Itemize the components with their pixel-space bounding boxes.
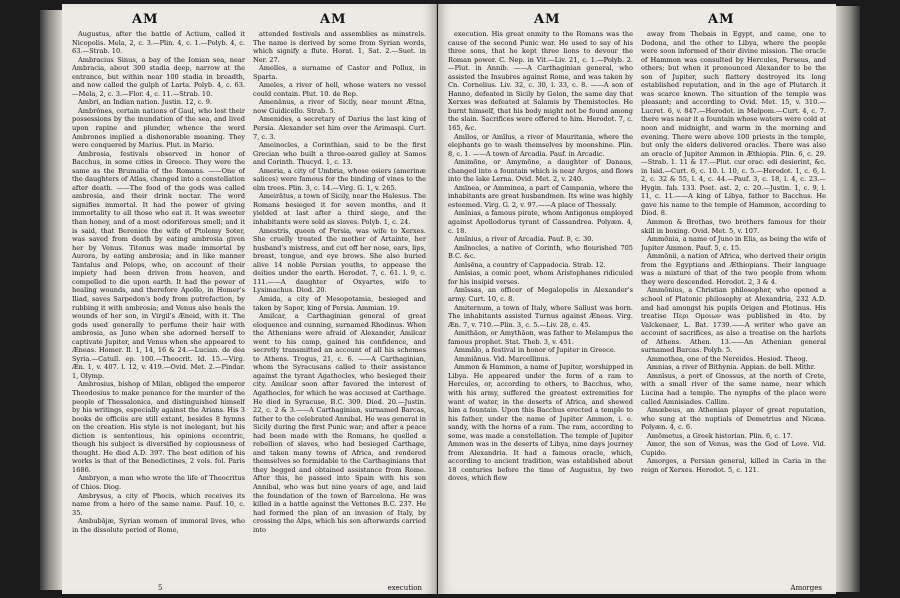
dictionary-entry: Amida, a city of Mesopotamia, besieged and taken by Sapor, king of Persia. Ammian. 19. [253, 294, 426, 312]
dictionary-entry: Amestris, queen of Persia, was wife to Xerxes. She cruelly treated the mother of Artainte, her husband's mistress, and cut off her nose, ears, lips, breast, tongue, and eye brows. She also buried alive 14 noble Persian youths, to appease the deities under the earth. Herodot. 7, c. 61. l. 9, c. 111.——A daughter of Oxyartes, wife to Lysimachus. Diod. 20. [253, 226, 426, 295]
catchword-right: Amorges [790, 584, 822, 592]
dictionary-entry: Ameria, a city of Umbria, whose osiers (amerinæ salices) were famous for the binding of vines to the elm trees. Plin. 3, c. 14.—Virg. G. 1, v. 265. [253, 166, 426, 192]
catchword-left: execution [387, 584, 422, 592]
dictionary-entry: Ammōnius, a Christian philosopher, who opened a school of Platonic philosophy at Alexandria, 232 A.D. and had amongst his pupils Origen and Plotinus. His treatise Περι Ομοιων was published in 4to. by Valckenaer, L. Bat. 1739.——A writer who gave an account of sacrifices, as also a treatise on the harlots of Athens. Athen. 13.——An Athenian general surnamed Barcas. Polyb. 5. [641, 286, 826, 355]
dictionary-entry: Amœbeus, an Athenian player of great reputation, who sung at the nuptials of Demetrius and Nicæa. Polyæn. 4, c. 6. [641, 406, 826, 432]
dictionary-entry: Ameirātus, a town of Sicily, near the Halesus. The Romans besieged it for seven months, and it yielded at last after a third siege, and the inhabitants were sold as slaves. Polyb. 1, c. 24. [253, 192, 426, 227]
dictionary-entry: Amelles, a surname of Castor and Pollux, in Sparta. [253, 64, 426, 81]
dictionary-entry: Amīnias, a famous pirate, whom Antigonus employed against Apollodorus tyrant of Cassandrea. Polyæn. 4, c. 18. [448, 209, 633, 235]
dictionary-entry: Ammothea, one of the Nereides. Hesiod. Theog. [647, 354, 808, 363]
left-page [62, 4, 437, 594]
dictionary-entry: Ammon & Hammon, a name of Jupiter, worshipped in Libya. He appeared under the form of a ram to Hercules, or, according to others, to Bacchus, who, with his army, suffered the greatest extremities for want of water, in the deserts of Africa, and shewed him a fountain. Upon this Bacchus erected a temple to his father, under the name of Jupiter Ammon, i. e. sandy, with the horns of a ram. The ram, according to some, was made a constellation. The temple of Jupiter Ammon was in the deserts of Libya, nine days journey from Alexandria. It had a famous oracle, which, according to ancient tradition, was established about 18 centuries before the time of Augustus, by two doves, which flew [448, 363, 633, 483]
dictionary-entry: Amīnius, a river of Arcadia. Pauf. 8, c. 30. [454, 235, 594, 244]
dictionary-entry: Amenides, a secretary of Darius the last king of Persia. Alexander set him over the Arimaspi. Curt. 7, c. 3. [253, 115, 426, 141]
left-page-column-2 [253, 30, 426, 586]
dictionary-entry: Ammālo, a festival in honor of Jupiter in Greece. [454, 346, 616, 355]
dictionary-entry: Amīssas, an officer of Megalopolis in Alexander's army. Curt. 10, c. 8. [448, 286, 633, 303]
right-page-column-1 [448, 30, 633, 586]
dictionary-entry: Amīnea, or Amminea, a part of Campania, where the inhabitants are great husbandmen. Its wine was highly esteemed. Virg. G. 2, v. 97.——A place of Thessaly. [448, 183, 633, 209]
dictionary-entry: Ammon & Brothas, two brothers famous for their skill in boxing. Ovid. Met. 5, v. 107. [641, 218, 826, 235]
left-page-column-1 [72, 30, 245, 586]
dictionary-entry: Ambrosius, bishop of Milan, obliged the emperor Theodosius to make penance for the murder of the people of Thessalonica, and distinguished himself by his writings, especially against the Arians. His 3 books de officiis are still extant, besides 8 hymns on the creation. His style is not inelegant, but his diction is sententious, his opinions eccentric, though his subject is diversified by copiousness of thought. He died A.D. 397. The best edition of his works is that of the Benedictines, 2 vols. fol. Paris 1686. [72, 380, 245, 474]
right-page-column-2 [641, 30, 826, 586]
dictionary-entry: Amithāon, or Amythāon, was father to Melampus the famous prophet. Stat. Theb. 3, v. 451. [448, 329, 633, 346]
running-head-right-1: AM [534, 12, 561, 27]
dictionary-entry: Ammiānus. Vid. Marcellinus. [454, 354, 551, 363]
dictionary-entry: Amīlos, or Amīlus, a river of Mauritania, where the elephants go to wash themselves by moonshine. Plin. 8, c. 1. ——A town of Arcadia. Pauf. in Arcadic. [448, 132, 633, 158]
page-number: 5 [158, 584, 163, 592]
dictionary-entry: Ameinocles, a Corinthian, said to be the first Grecian who built a three-oared galley at Samos and Corinth. Thucyd. 1, c. 13. [253, 141, 426, 167]
right-page [438, 4, 836, 594]
dictionary-entry: Amīsēna, a country of Cappadocia. Strab. 12. [454, 260, 606, 269]
dictionary-entry: Ammōnii, a nation of Africa, who derived their origin from the Egyptians and Æthiopians. Their language was a mixture of that of the two people from whom they were descended. Herodot. 2, 3 & 4. [641, 252, 826, 286]
dictionary-entry: Ambrosia, festivals observed in honor of Bacchus, in some cities in Greece. They were the same as the Brumalia of the Romans. ——One of the daughters of Atlas, changed into a constellation after death. ——The food of the gods was called ambrosia, and their drink nectar. The word signifies immortal. It had the power of giving immortality to all those who eat it. It was sweeter than honey, and of a most odoriferous smell; and it is said, that Berenice the wife of Ptolemy Soter, was saved from death by eating ambrosia given her by Venus. Titonus was made immortal by Aurora, by eating ambrosia; and in like manner Tantalus and Pelops, who, on account of their impiety had been driven from heaven, and compelled to die upon earth. It had the power of healing wounds, and therefore Apollo, in Homer's Iliad, saves Sarpedon's body from putrefaction, by rubbing it with ambrosia; and Venus also heals the wounds of her son, in Virgil's Æneid, with it. The gods used generally to perfume their hair with ambrosia, as Juno when she adorned herself to captivate Jupiter, and Venus when she appeared to Æneas. Homer. Il. 1, 14, 16 & 24.—Lucian. de dea Syria.—Catull. ep. 100.—Theocrit. Id. 15.—Virg. Æn. 1, v. 407. l. 12, v. 419.—Ovid. Met. 2.—Pindar. 1, Olymp. [72, 149, 245, 380]
dictionary-entry: Amorges, a Persian general, killed in Caria in the reign of Xerxes. Herodot. 5, c. 121. [641, 457, 826, 474]
book-edge-left [40, 10, 62, 590]
dictionary-entry: Ambryon, a man who wrote the life of Theocritus of Chios. Diog. [72, 474, 245, 491]
dictionary-entry: Amor, the son of Venus, was the God of Love. Vid. Cupido. [641, 440, 826, 457]
dictionary-entry: Amilcar, a Carthaginian general of great eloquence and cunning, surnamed Rhodinus. When the Athenians were afraid of Alexander, Amilcar went to his camp, gained his confidence, and secretly transmitted an account of all his schemes to Athens. Trogus, 21, c. 6. ——A Carthaginian, whom the Syracusans called to their assistance against the tyrant Agathocles, who besieged their city. Amilcar soon after favored the interest of Agathocles, for which he was accused at Carthage. He died in Syracuse, B.C. 309. Diod. 20.—Justin. 22, c. 2 & 3.——A Carthaginian, surnamed Barcas, father to the celebrated Annibal. He was general in Sicily during the first Punic war; and after a peace had been made with the Romans, he quelled a rebellion of slaves, who had besieged Carthage, and taken many towns of Africa, and rendered themselves so formidable to the Carthaginians that they begged and obtained assistance from Rome. After this, he passed into Spain with his son Annibal, who was but nine years of age, and laid the foundation of the town of Barcelona. He was killed in a battle against the Vettones B.C. 237. He had formed the plan of an invasion of Italy, by crossing the Alps, which his son afterwards carried into [253, 312, 426, 534]
dictionary-entry: Augustus, after the battle of Actium, called it Nicopolis. Mela, 2, c. 3.—Plin. 4, c. 1.—Polyb. 4, c. 63.—Strab. 10. [72, 30, 245, 56]
dictionary-entry: Amiternum, a town of Italy, where Sallust was born. The inhabitants assisted Turnus against Æneas. Virg. Æn. 7, v. 710.—Plin. 3, c. 5.—Liv. 28, c. 45. [448, 303, 633, 329]
dictionary-entry: Ambrōnes, certain nations of Gaul, who lost their possessions by the inundation of the sea, and lived upon rapine and plunder, whence the word Ambrones implied a dishonorable meaning. They were conquered by Marius. Plut. in Mario. [72, 106, 245, 150]
dictionary-entry: Ambracius Sinus, a bay of the Ionian sea, near Ambracia, about 300 stadia deep, narrow at the entrance, but within near 100 stadia in breadth, and now called the gulph of Larta. Polyb. 4, c. 63.—Mela, 2, c. 3.—Flor. 4, c. 11.—Strab. 10. [72, 55, 245, 98]
dictionary-entry: away from Thebais in Egypt, and came, one to Dodona, and the other to Libya, where the people were soon informed of their divine mission. The oracle of Hammon was consulted by Hercules, Perseus, and others; but when it pronounced Alexander to be the son of Jupiter, such flattery destroyed its long established reputation, and in the age of Plutarch it was scarce known. The situation of the temple was pleasant; and according to Ovid. Met. 15, v. 310.—Lucret. 6, v. 847.—Herodot. in Melpom.—Curt. 4, c. 7. there was near it a fountain whose waters were cold at noon and midnight, and warm in the morning and evening. There were above 100 priests in the temple, but only the elders delivered oracles. There was also an oracle of Jupiter Ammon in Æthiopia. Plin. 6, c. 29.—Strab. 1. 11 & 17.—Plut. cur orac. edi desierint, &c. in Isid.—Curt. 6, c. 10. l. 10, c. 5.—Herodot. 1, c. 6, l. 2, c. 32 & 55, l. 4, c. 44.—Pauf. 3, c. 18, l. 4, c. 23.—Hygin. fab. 133. Poet. ast. 2, c. 20.—Justin. 1, c. 9, l. 11, c. 11.——A king of Libya, father to Bacchus. He gave his name to the temple of Hammon, according to Diod. 8. [641, 30, 826, 218]
dictionary-entry: Amīnocles, a native of Corinth, who flourished 705 B.C. &c. [448, 243, 633, 261]
dictionary-entry: Ambri, an Indian nation. Justin. 12, c. 9. [78, 98, 212, 107]
dictionary-entry: Amnīsus, a port of Gnossus, at the north of Crete, with a small river of the same name, near which Lucina had a temple. The nymphs of the place were called Amnisiades. Callim. [641, 371, 826, 406]
running-head-left-2: AM [320, 12, 347, 27]
dictionary-entry: Amnias, a river of Bithynia. Appian. de bell. Mithr. [647, 363, 816, 372]
book-edge-right [836, 6, 860, 592]
running-head-left-1: AM [132, 12, 159, 27]
dictionary-entry: Ammōnia, a name of Juno in Elis, as being the wife of Jupiter Ammon. Pauf. 5, c. 15. [641, 235, 826, 252]
dictionary-entry: attended festivals and assemblies as minstrels. The name is derived by some from Syrian words, which signify a flute. Horat. 1, Sat. 2.—Suet. in Ner. 27. [253, 30, 426, 64]
dictionary-entry: Ambrysus, a city of Phocis, which receives its name from a hero of the same name. Pauf. 10, c. 35. [72, 491, 245, 517]
dictionary-entry: Amīsias, a comic poet, whom Aristophanes ridiculed for his insipid verses. [448, 269, 633, 286]
dictionary-entry: Amōmetus, a Greek historian. Plin. 6, c. 17. [647, 431, 793, 440]
dictionary-entry: Ambubājæ, Syrian women of immoral lives, who in the dissolute period of Rome, [72, 517, 245, 534]
dictionary-entry: execution. His great enmity to the Romans was the cause of the second Punic war. He used to say of his three sons, that he kept three lions to devour the Roman power. C. Nep. in Vit.—Liv. 21, c. 1.—Polyb. 2.—Plut. in Annib. ——A Carthaginian general, who assisted the Insubres against Rome, and was taken by Cn. Cornelius. Liv. 32, c. 30, l. 33, c. 8. ——A son of Hanno, defeated in Sicily by Gelon, the same day that Xerxes was defeated at Salamis by Themistocles. He burnt himself, that his body might not be found among the slain. Sacrifices were offered to him. Herodot. 7, c. 165, &c. [448, 30, 633, 133]
dictionary-entry: Ameles, a river of hell, whose waters no vessel could contain. Plut. 10. de Rep. [253, 81, 426, 98]
dictionary-entry: Amenānus, a river of Sicily, near mount Ætna, now Guidicello. Strab. 5. [253, 98, 426, 115]
running-head-right-2: AM [708, 12, 735, 27]
dictionary-entry: Amimōne, or Amymōne, a daughter of Danaus, changed into a fountain which is near Argos, and flows into the lake Lerna. Ovid. Met. 2, v. 240. [448, 158, 633, 184]
